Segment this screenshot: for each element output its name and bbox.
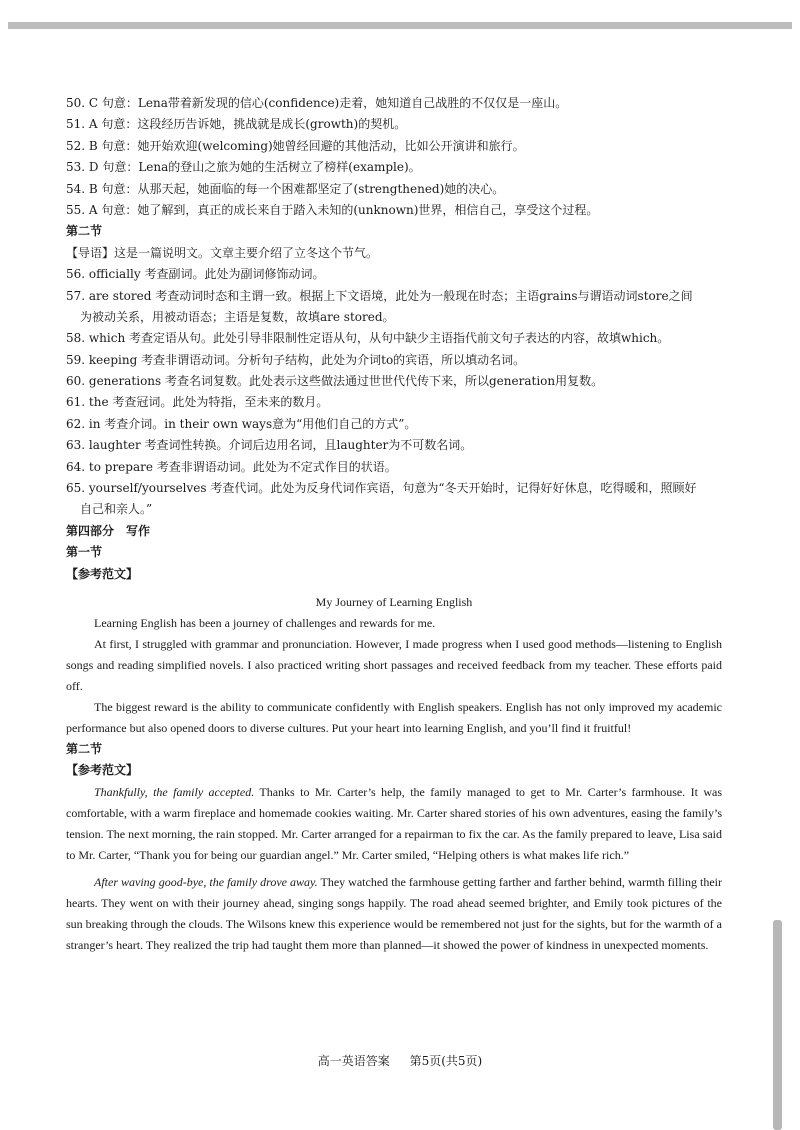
section-heading: 第二节 <box>66 741 103 756</box>
grammar-item: 64. to prepare 考查非谓语动词。此处为不定式作目的状语。 <box>66 459 397 474</box>
answer-item: 54. B 句意：从那天起，她面临的每一个困难都坚定了(strengthened)她的决心。 <box>66 181 505 196</box>
reference-label: 【参考范文】 <box>66 763 139 778</box>
essay-paragraph: Learning English has been a journey of challenges and rewards for me. <box>94 615 436 630</box>
answer-item: 53. D 句意：Lena的登山之旅为她的生活树立了榜样(example)。 <box>66 160 421 175</box>
answer-item: 51. A 句意：这段经历告诉她，挑战就是成长(growth)的契机。 <box>66 117 407 132</box>
grammar-item: 59. keeping 考查非谓语动词。分析句子结构，此处为介词to的宾语，所以填动名词。 <box>66 352 526 367</box>
grammar-item-continuation: 为被动关系，用被动语态；主语是复数，故填are stored。 <box>80 309 395 324</box>
paragraph-text: Thanks to Mr. Carter’s help, the family managed to get to Mr. Carter’s farmhouse. It was comfortable, with a warm fireplace and homemade cookies waiting. Mr. Carter shared stories of his own adventures, easing the family’s tension. The next morning, the rain stopped. Mr. Carter arranged for a repairman to fix the car. As the family prepared to leave, Lisa said to Mr. Carter, “Thank you for being our guardian angel.” Mr. Carter smiled, “Helping others is what makes life rich.” <box>66 784 722 862</box>
footer-page-number: 第5页(共5页) <box>409 1054 483 1068</box>
paragraph-text: They watched the farmhouse getting farther and farther behind, warmth filling their hearts. They went on with their journey ahead, singing songs happily. The road ahead seemed brighter, and Emily took pictures of the sun breaking through the clouds. The Wilsons knew this experience would be remembered not just for the sights, but for the warmth of a stranger’s heart. They realized the trip had taught them more than planned—it showed the power of kindness in unexpected moments. <box>66 874 723 952</box>
grammar-item: 65. yourself/yourselves 考查代词。此处为反身代词作宾语，句意为“冬天开始时，记得好好休息，吃得暖和，照顾好 <box>66 481 697 496</box>
intro-text: 【导语】这是一篇说明文。文章主要介绍了立冬这个节气。 <box>66 245 379 260</box>
grammar-item: 63. laughter 考查词性转换。介词后边用名词，且laughter为不可数名词。 <box>66 438 473 453</box>
essay-paragraph <box>66 872 722 956</box>
grammar-item: 62. in 考查介词。in their own ways意为“用他们自己的方式”。 <box>66 416 417 431</box>
essay-paragraph: The biggest reward is the ability to communicate confidently with English speakers. English has not only improved my academic performance but also opened doors to diverse cultures. Put your heart into learning English, and you’ll find it fruitful! <box>66 699 722 735</box>
page-footer <box>0 1052 800 1069</box>
answer-item: 52. B 句意：她开始欢迎(welcoming)她曾经回避的其他活动，比如公开演讲和旅行。 <box>66 138 525 153</box>
footer-subject: 高一英语答案 <box>317 1054 390 1068</box>
essay-paragraph: At first, I struggled with grammar and pronunciation. However, I made progress when I used good methods—listening to English songs and reading simplified novels. I also practiced writing short passages and received feedback from my teacher. These efforts paid off. <box>66 636 722 693</box>
scrollbar[interactable] <box>773 920 782 1130</box>
essay-title: My Journey of Learning English <box>315 594 473 609</box>
reference-label: 【参考范文】 <box>66 566 139 581</box>
essay-2 <box>66 782 722 956</box>
grammar-item-continuation: 自己和亲人。” <box>80 502 153 517</box>
answer-item: 50. C 句意：Lena带着新发现的信心(confidence)走着，她知道自己战胜的不仅仅是一座山。 <box>66 96 568 110</box>
grammar-answer-list <box>66 264 722 521</box>
top-bar <box>8 22 792 29</box>
grammar-item: 60. generations 考查名词复数。此处表示这些做法通过世世代代传下来，所以generation用复数。 <box>66 374 604 389</box>
grammar-item: 57. are stored 考查动词时态和主谓一致。根据上下文语境，此处为一般现在时态；主语grains与谓语动词store之间 <box>66 288 693 303</box>
answer-item: 55. A 句意：她了解到，真正的成长来自于踏入未知的(unknown)世界，相信自己，享受这个过程。 <box>66 202 599 217</box>
grammar-item: 56. officially 考查副词。此处为副词修饰动词。 <box>66 267 325 282</box>
section-heading: 第一节 <box>66 545 103 560</box>
part-heading: 第四部分 写作 <box>66 523 151 538</box>
essay-paragraph <box>66 782 722 866</box>
document-body <box>66 93 722 956</box>
paragraph-lead: After waving good-bye, the family drove away. <box>94 874 318 889</box>
essay-1 <box>66 591 722 739</box>
grammar-item: 61. the 考查冠词。此处为特指，至未来的数月。 <box>66 395 329 410</box>
answer-list <box>66 93 722 221</box>
paragraph-lead: Thankfully, the family accepted. <box>94 784 255 799</box>
section-heading: 第二节 <box>66 224 103 239</box>
grammar-item: 58. which 考查定语从句。此处引导非限制性定语从句，从句中缺少主语指代前文句子表达的内容，故填which。 <box>66 331 670 346</box>
